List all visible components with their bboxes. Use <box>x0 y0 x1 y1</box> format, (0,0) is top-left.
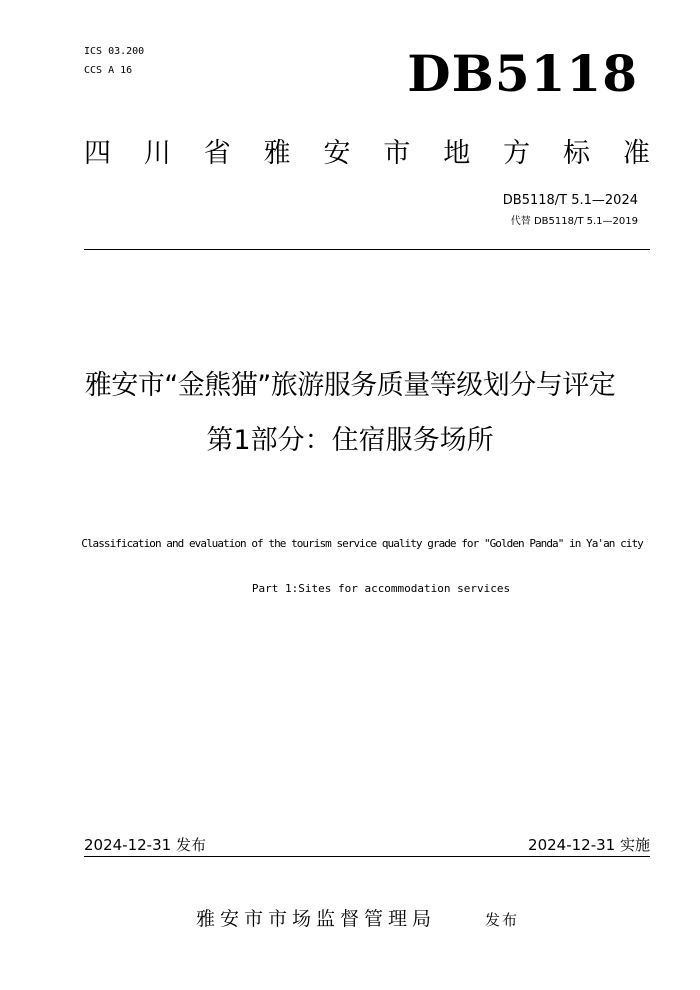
standard-type-char: 标 <box>563 138 590 169</box>
standard-type-char: 方 <box>503 138 531 169</box>
issue-label: 发布 <box>485 911 520 929</box>
standard-type-char: 安 <box>323 138 351 169</box>
english-title-line2: Part 1:Sites for accommodation services <box>251 582 511 595</box>
issuing-authority: 雅安市市场监督管理局 <box>196 908 437 930</box>
standard-type-char: 四 <box>84 138 111 169</box>
standard-type-char: 雅 <box>263 138 291 169</box>
document-title-line2: 第1部分：住宿服务场所 <box>206 425 494 456</box>
document-title-line1: 雅安市“金熊猫”旅游服务质量等级划分与评定 <box>84 370 616 401</box>
bottom-divider <box>84 856 650 857</box>
standard-type-char: 川 <box>143 138 171 169</box>
standard-code-logo: DB5118 <box>407 44 638 103</box>
standard-type-char: 市 <box>383 138 411 169</box>
implement-date: 2024-12-31 实施 <box>528 836 650 854</box>
classification-codes <box>84 42 144 80</box>
english-title-line1: Classification and evaluation of the tourism service quality grade for "Golden Panda" in Ya'an city <box>81 537 643 550</box>
standard-type-char: 省 <box>203 138 231 169</box>
standard-type-char: 地 <box>443 138 471 169</box>
replaces-standard: 代替 DB5118/T 5.1—2019 <box>510 216 638 227</box>
ics-code: ICS 03.200 <box>84 46 145 57</box>
ccs-code: CCS A 16 <box>84 65 133 76</box>
publish-date: 2024-12-31 发布 <box>84 836 206 854</box>
standard-type-char: 准 <box>622 138 650 169</box>
standard-type-title <box>84 136 650 172</box>
standard-number: DB5118/T 5.1—2024 <box>502 193 638 208</box>
top-divider <box>84 249 650 250</box>
